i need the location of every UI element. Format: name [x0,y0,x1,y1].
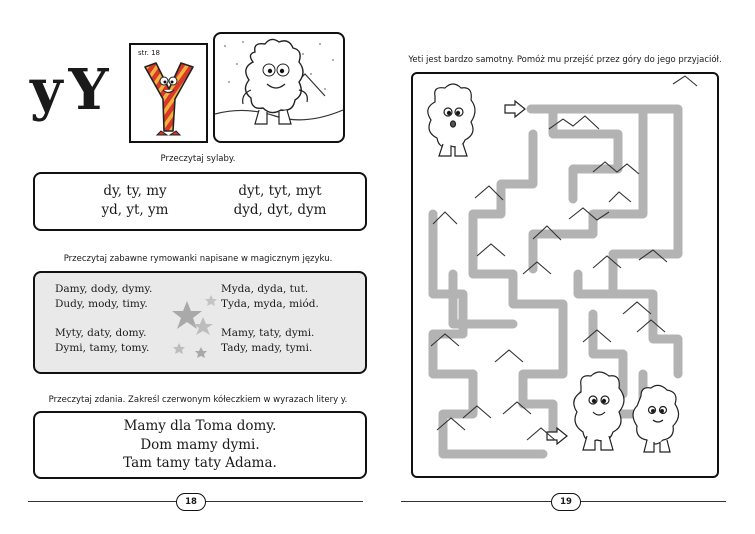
sentence-line: Tam tamy taty Adama. [123,455,277,471]
page-reference: str. 18 [138,49,160,57]
syllable-line: yd, yt, ym [101,202,169,218]
rhyme-line: Tyda, myda, miód. [221,298,319,310]
rhyme-line: Damy, dody, dymy. [55,283,153,295]
page-number-left: 18 [176,493,206,511]
rhyme-line: Dudy, mody, timy. [55,298,148,310]
maze-illustration [413,74,717,476]
big-letter-upper: Y [68,57,109,123]
rhyme-line: Myty, daty, domy. [55,327,147,339]
big-letters [30,57,115,123]
yeti-top-left [428,84,475,156]
sentences-list [35,417,365,473]
star-icon [205,295,217,306]
star-icon [195,347,207,358]
sentences-box [33,411,367,479]
rhymes-left-column [55,282,175,356]
letter-card [129,43,208,143]
rhymes-box [33,271,367,374]
syllable-line: dyt, tyt, myt [238,183,322,199]
rhymes-right-column [221,282,351,356]
rhyme-line: Dymi, tamy, tomy. [55,342,150,354]
striped-letter-y-illustration [131,45,206,141]
rhyme-line: Myda, dyda, tut. [221,283,309,295]
start-arrow-icon [505,101,525,117]
big-letter-lower: y [30,57,63,123]
yeti-snow-scene [213,32,345,143]
instruction-syllables: Przeczytaj sylaby. [160,154,236,164]
stars-decoration [167,287,227,365]
sentence-line: Mamy dla Toma domy. [123,418,277,434]
syllable-line: dy, ty, my [103,183,167,199]
sentence-line: Dom mamy dymi. [140,436,260,453]
rhyme-line: Tady, mady, tymi. [221,342,313,354]
syllable-line: dyd, dyt, dym [233,202,327,218]
syllables-right-column [210,182,350,220]
maze-box [411,72,719,478]
maze-instruction: Yeti jest bardzo samotny. Pomóż mu przejść przez góry do jego przyjaciół. [408,55,722,65]
instruction-rhymes: Przeczytaj zabawne rymowanki napisane w magicznym języku. [63,254,333,264]
rhyme-line: Mamy, taty, dymi. [221,327,315,339]
star-icon [193,317,213,335]
page-number-right: 19 [551,493,581,511]
syllables-box [33,172,367,231]
star-icon [173,343,185,354]
syllables-left-column [75,182,195,220]
yeti-illustration [215,34,343,141]
instruction-sentences: Przeczytaj zdania. Zakreśl czerwonym kółeczkiem w wyrazach litery y. [48,395,348,405]
